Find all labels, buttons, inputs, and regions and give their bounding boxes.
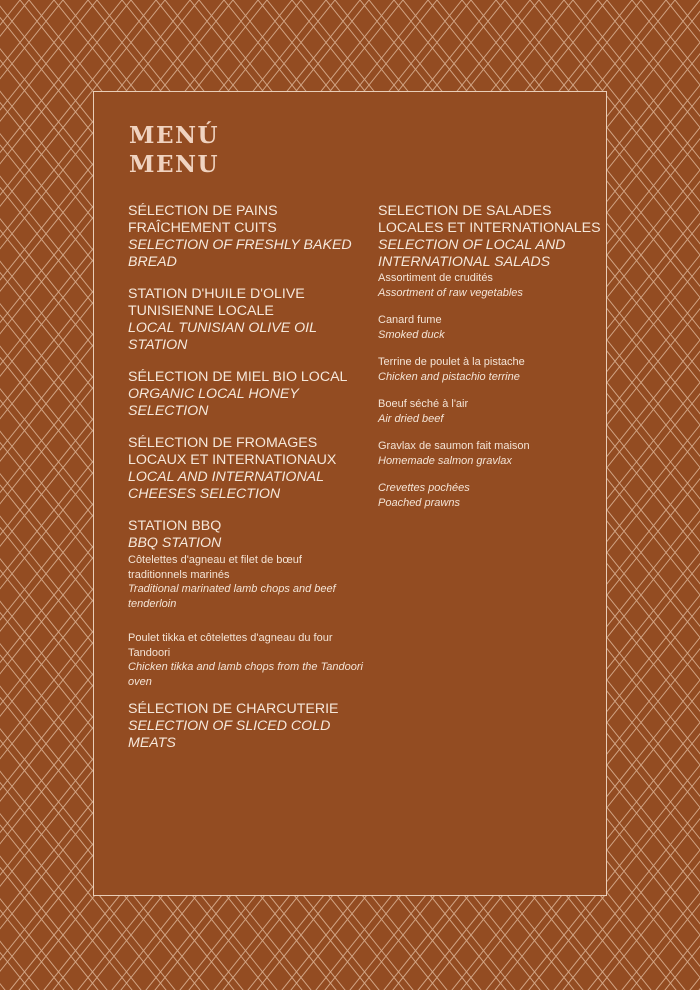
menu-title-en: MENU — [129, 151, 220, 178]
menu-item-fr: Assortiment de crudités — [378, 272, 493, 284]
menu-item-fr: Poulet tikka et côtelettes d'agneau du four Tandoori — [128, 632, 333, 659]
menu-item — [378, 355, 608, 384]
menu-item — [378, 397, 608, 426]
section-heading-fr: SELECTION DE SALADES LOCALES ET INTERNATIONALES — [378, 203, 601, 236]
section-heading-fr: STATION BBQ — [128, 518, 222, 534]
menu-item — [378, 481, 608, 510]
menu-item-en: Chicken tikka and lamb chops from the Tandoori oven — [128, 661, 363, 688]
menu-item-fr: Gravlax de saumon fait maison — [378, 440, 530, 452]
menu-item — [378, 271, 608, 300]
menu-item-fr: Boeuf séché à l'air — [378, 398, 469, 410]
menu-column-left — [128, 203, 363, 767]
menu-item-en: Air dried beef — [378, 412, 444, 425]
section-heading-en: SELECTION OF SLICED COLD MEATS — [128, 718, 331, 751]
section-olive-oil — [128, 286, 363, 354]
menu-title-fr: MENÚ — [129, 122, 220, 149]
menu-column-right — [378, 203, 608, 523]
menu-item-fr: Côtelettes d'agneau et filet de bœuf traditionnels marinés — [128, 554, 302, 581]
section-heading-fr: SÉLECTION DE CHARCUTERIE — [128, 701, 339, 717]
menu-item-en: Poached prawns — [378, 496, 460, 509]
section-charcuterie — [128, 701, 363, 752]
menu-item-en: Chicken and pistachio terrine — [378, 370, 520, 383]
menu-item — [128, 553, 363, 611]
section-heading-fr: SÉLECTION DE MIEL BIO LOCAL — [128, 369, 348, 385]
section-breads — [128, 203, 363, 271]
section-heading-en: LOCAL AND INTERNATIONAL CHEESES SELECTION — [128, 469, 324, 502]
section-cheeses — [128, 435, 363, 503]
section-heading-fr: SÉLECTION DE PAINS FRAÎCHEMENT CUITS — [128, 203, 278, 236]
section-salads — [378, 203, 608, 271]
menu-item — [378, 313, 608, 342]
menu-item — [378, 439, 608, 468]
menu-item-en: Smoked duck — [378, 328, 445, 341]
menu-item — [128, 631, 363, 689]
section-heading-en: ORGANIC LOCAL HONEY SELECTION — [128, 386, 299, 419]
menu-item-en: Homemade salmon gravlax — [378, 454, 512, 467]
section-heading-en: SELECTION OF FRESHLY BAKED BREAD — [128, 237, 352, 270]
menu-item-en: Traditional marinated lamb chops and beef tenderloin — [128, 583, 336, 610]
menu-item-fr: Canard fume — [378, 314, 442, 326]
section-honey — [128, 369, 363, 420]
section-bbq — [128, 518, 363, 689]
section-heading-en: BBQ STATION — [128, 535, 222, 551]
menu-item-fr: Terrine de poulet à la pistache — [378, 356, 525, 368]
section-heading-en: SELECTION OF LOCAL AND INTERNATIONAL SALADS — [378, 237, 566, 270]
section-heading-fr: SÉLECTION DE FROMAGES LOCAUX ET INTERNATIONAUX — [128, 435, 337, 468]
menu-item-en: Assortment of raw vegetables — [378, 286, 523, 299]
menu-item-fr: Crevettes pochées — [378, 482, 470, 494]
section-heading-en: LOCAL TUNISIAN OLIVE OIL STATION — [128, 320, 317, 353]
section-heading-fr: STATION D'HUILE D'OLIVE TUNISIENNE LOCALE — [128, 286, 305, 319]
